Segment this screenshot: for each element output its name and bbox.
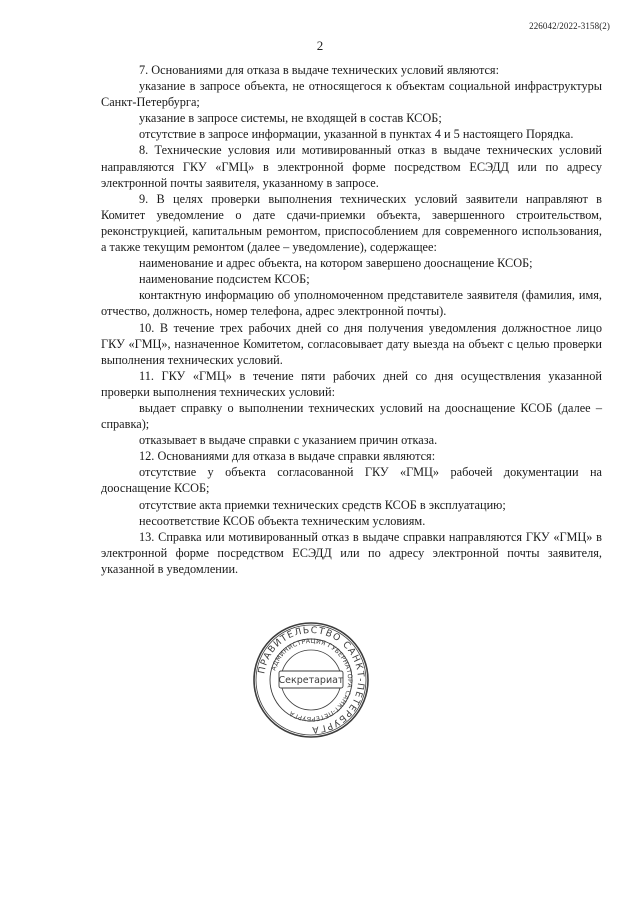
paragraph-12-item-3: несоответствие КСОБ объекта техническим условиям. <box>139 513 426 528</box>
seal-graphic <box>252 621 370 739</box>
paragraph-7-item-1: указание в запросе объекта, не относящегося к объектам социальной инфраструктуры Санкт-Петербурга; <box>101 79 602 110</box>
official-seal-stamp <box>252 621 370 739</box>
paragraph-11: 11. ГКУ «ГМЦ» в течение пяти рабочих дней со дня осуществления указанной проверки выполнения технических условий: <box>101 368 602 399</box>
paragraph-7-heading: 7. Основаниями для отказа в выдаче технических условий являются: <box>139 63 499 77</box>
page-number: 2 <box>316 38 324 53</box>
paragraph-8: 8. Технические условия или мотивированный отказ в выдаче технических условий направляются ГКУ «ГМЦ» в электронной форме посредством ЕСЭДД или по адресу электронной почты заявителя, указанному в запросе. <box>101 143 602 190</box>
paragraph-12-item-1: отсутствие у объекта согласованной ГКУ «ГМЦ» рабочей документации на дооснащение КСОБ; <box>101 465 602 496</box>
paragraph-12-heading: 12. Основаниями для отказа в выдаче справки являются: <box>139 449 436 464</box>
paragraph-11-item-1: выдает справку о выполнении технических условий на дооснащение КСОБ (далее – справка); <box>101 400 602 432</box>
document-body <box>101 62 602 577</box>
paragraph-13: 13. Справка или мотивированный отказ в выдаче справки направляются ГКУ «ГМЦ» в электронной форме посредством ЕСЭДД или по адресу электронной почты заявителя, указанной в уведомлении. <box>101 529 602 576</box>
seal-inner-inscription: АДМИНИСТРАЦИЯ ГУБЕРНАТОРА САНКТ-ПЕТЕРБУРГА <box>270 637 354 723</box>
paragraph-11-item-2: отказывает в выдаче справки с указанием причин отказа. <box>139 433 438 448</box>
paragraph-10: 10. В течение трех рабочих дней со дня получения уведомления должностное лицо ГКУ «ГМЦ», назначенное Комитетом, согласовывает дату выезда на объект с целью проверки выполнения технических условий. <box>101 320 602 367</box>
paragraph-9-item-2: наименование подсистем КСОБ; <box>139 272 310 287</box>
paragraph-9-item-3: контактную информацию об уполномоченном представителе заявителя (фамилия, имя, отчество, должность, номер телефона, адрес электронной почты). <box>101 288 602 319</box>
paragraph-9: 9. В целях проверки выполнения технических условий заявители направляют в Комитет уведомление о дате сдачи-приемки объекта, завершенного строительством, реконструкцией, капитальным ремонтом, приспособлением для современного использования, а также текущим ремонтом (далее – уведомление), содержащее: <box>101 191 602 255</box>
paragraph-9-item-1: наименование и адрес объекта, на котором завершено дооснащение КСОБ; <box>139 256 533 271</box>
seal-outer-inscription: ПРАВИТЕЛЬСТВО САНКТ-ПЕТЕРБУРГА <box>256 624 367 736</box>
paragraph-7-item-3: отсутствие в запросе информации, указанной в пунктах 4 и 5 настоящего Порядка. <box>139 127 574 142</box>
paragraph-12-item-2: отсутствие акта приемки технических средств КСОБ в эксплуатацию; <box>139 497 506 512</box>
paragraph-7-item-2: указание в запросе системы, не входящей в состав КСОБ; <box>139 111 442 126</box>
seal-center-label: Секретариат <box>278 675 344 686</box>
document-registration-number: 226042/2022-3158(2) <box>529 21 610 31</box>
